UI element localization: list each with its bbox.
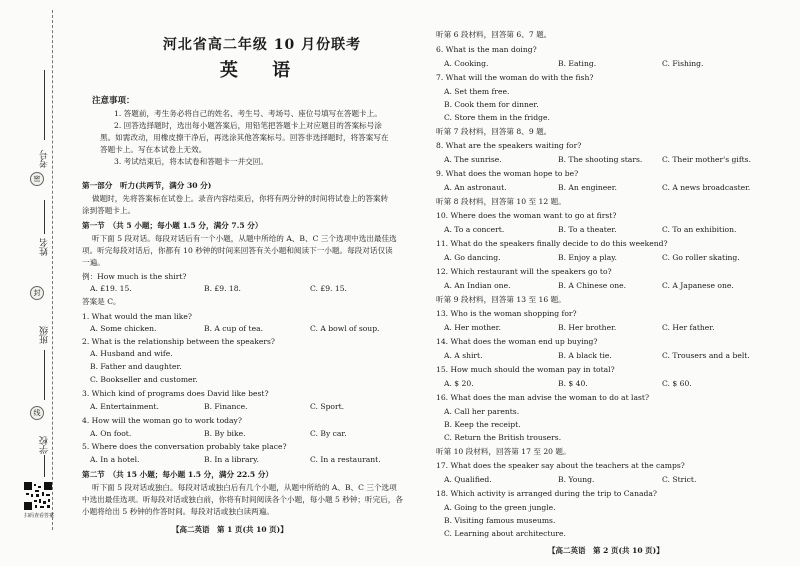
qr-code-icon[interactable] xyxy=(24,482,52,510)
option-text: B. $ 40. xyxy=(558,379,588,388)
notes-item: 答题卡上。写在本试卷上无效。 xyxy=(100,145,207,154)
question-text: 14. What does the woman end up buying? xyxy=(436,337,598,346)
section2-directions: 小题将给出 5 秒钟的作答时间。每段对话或独白读两遍。 xyxy=(82,507,274,516)
material-heading: 听第 6 段材料，回答第 6、7 题。 xyxy=(436,30,552,39)
part1-intro: 做题时，先将答案标在试卷上。录音内容结束后，你将有两分钟的时间将试卷上的答案转 xyxy=(92,194,389,203)
option-text: C. Trousers and a belt. xyxy=(662,351,750,360)
option-text: C. A Japanese one. xyxy=(662,281,734,290)
section1-heading: 第一节 （共 5 小题；每小题 1.5 分，满分 7.5 分） xyxy=(82,221,263,230)
question-text: 17. What does the speaker say about the teachers at the camps? xyxy=(436,461,685,470)
option-text: B. The shooting stars. xyxy=(558,155,643,164)
name-label: 姓名 xyxy=(40,238,50,256)
binding-margin xyxy=(0,0,62,566)
exam-no-label: 考号 xyxy=(40,150,50,168)
question-text: 10. Where does the woman want to go at first? xyxy=(436,211,617,220)
qr-caption: 扫码查看答案 xyxy=(23,513,54,519)
option-text: B. Finance. xyxy=(204,402,248,411)
section2-directions: 听下面 5 段对话或独白。每段对话或独白后有几个小题，从题中所给的 A、B、C 三个选项 xyxy=(92,483,397,492)
material-heading: 听第 10 段材料，回答第 17 至 20 题。 xyxy=(436,447,571,456)
question-text: 12. Which restaurant will the speakers go to? xyxy=(436,267,612,276)
option-text: A. Cooking. xyxy=(444,59,489,68)
option-text: B. By bike. xyxy=(204,429,246,438)
option-text: C. Go roller skating. xyxy=(662,253,740,262)
question-text: 11. What do the speakers finally decide to do this weekend? xyxy=(436,239,668,248)
section2-heading: 第二节 （共 15 小题；每小题 1.5 分，满分 22.5 分） xyxy=(82,470,274,479)
section2-directions: 中选出最佳选项。听每段对话或独白前，你将有时间阅读各个小题，每小题 5 秒钟；听完后，各 xyxy=(82,495,403,504)
section1-directions: 听下面 5 段对话。每段对话后有一个小题，从题中所给的 A、B、C 三个选项中选出最佳选 xyxy=(92,234,397,243)
option-text: B. Young. xyxy=(558,475,595,484)
option-text: A. $ 20. xyxy=(444,379,474,388)
question-text: 9. What does the woman hope to be? xyxy=(436,169,579,178)
option-text: C. Learning about architecture. xyxy=(444,529,566,538)
page-footer: 【高二英语 第 1 页(共 10 页)】 xyxy=(172,525,288,534)
option-text: B. Keep the receipt. xyxy=(444,420,521,429)
part1-heading: 第一部分 听力(共两节，满分 30 分) xyxy=(82,181,212,190)
question-text: 16. What does the man advise the woman to do at last? xyxy=(436,393,650,402)
question-text: 6. What is the man doing? xyxy=(436,45,537,54)
notes-heading: 注意事项： xyxy=(92,96,135,106)
question-text: 7. What will the woman do with the fish? xyxy=(436,73,594,82)
exam-no-line xyxy=(44,70,46,140)
option-text: A. Some chicken. xyxy=(90,324,157,333)
option-text: C. Their mother's gifts. xyxy=(662,155,751,164)
class-label: 班级 xyxy=(40,326,50,344)
class-line xyxy=(44,350,46,400)
example-option: A. £19. 15. xyxy=(90,284,132,293)
option-text: C. In a restaurant. xyxy=(310,455,381,464)
option-text: B. Cook them for dinner. xyxy=(444,100,539,109)
option-text: C. By car. xyxy=(310,429,347,438)
option-text: C. Return the British trousers. xyxy=(444,433,562,442)
option-text: A. Husband and wife. xyxy=(90,349,173,358)
question-text: 1. What would the man like? xyxy=(82,312,192,321)
page-1 xyxy=(62,0,416,566)
option-text: B. Father and daughter. xyxy=(90,362,182,371)
example-answer: 答案是 C。 xyxy=(82,297,121,306)
option-text: A. On foot. xyxy=(90,429,132,438)
seal-mark-2: 封 xyxy=(30,286,44,300)
school-line xyxy=(44,455,46,477)
example-option: C. £9. 15. xyxy=(310,284,347,293)
question-text: 3. Which kind of programs does David like best? xyxy=(82,389,269,398)
notes-item: 3. 考试结束后，将本试卷和答题卡一并交回。 xyxy=(114,157,268,166)
option-text: A. Qualified. xyxy=(444,475,492,484)
question-text: 2. What is the relationship between the speakers? xyxy=(82,337,275,346)
option-text: C. Sport. xyxy=(310,402,345,411)
notes-item: 1. 答题前，考生务必将自己的姓名、考生号、考场号、座位号填写在答题卡上。 xyxy=(114,109,382,118)
option-text: A. The sunrise. xyxy=(444,155,502,164)
material-heading: 听第 9 段材料，回答第 13 至 16 题。 xyxy=(436,295,566,304)
option-text: B. A cup of tea. xyxy=(204,324,264,333)
seal-mark-1: 密 xyxy=(30,172,44,186)
example-option: B. £9. 18. xyxy=(204,284,241,293)
option-text: C. A bowl of soup. xyxy=(310,324,380,333)
section1-directions: 一遍。 xyxy=(82,258,105,267)
option-text: C. Fishing. xyxy=(662,59,704,68)
option-text: B. A black tie. xyxy=(558,351,612,360)
option-text: C. Store them in the fridge. xyxy=(444,113,550,122)
question-text: 15. How much should the woman pay in total? xyxy=(436,365,615,374)
page-2 xyxy=(426,0,796,566)
material-heading: 听第 7 段材料，回答第 8、9 题。 xyxy=(436,127,552,136)
option-text: B. Eating. xyxy=(558,59,597,68)
option-text: B. In a library. xyxy=(204,455,259,464)
option-text: A. Call her parents. xyxy=(444,407,520,416)
option-text: B. An engineer. xyxy=(558,183,617,192)
option-text: B. A Chinese one. xyxy=(558,281,626,290)
question-text: 5. Where does the conversation probably take place? xyxy=(82,442,287,451)
subject-title: 英 语 xyxy=(219,60,305,81)
part1-intro: 涂到答题卡上。 xyxy=(82,206,136,215)
question-text: 18. Which activity is arranged during the trip to Canada? xyxy=(436,489,657,498)
option-text: A. An Indian one. xyxy=(444,281,511,290)
example-question: 例：How much is the shirt? xyxy=(82,272,187,281)
option-text: A. To a concert. xyxy=(444,225,505,234)
exam-title: 河北省高二年级 10 月份联考 xyxy=(162,37,362,53)
school-label: 学校 xyxy=(40,436,50,454)
option-text: A. An astronaut. xyxy=(444,183,507,192)
option-text: A. A shirt. xyxy=(444,351,483,360)
name-line xyxy=(44,200,46,234)
option-text: C. Bookseller and customer. xyxy=(90,375,198,384)
option-text: B. Visiting famous museums. xyxy=(444,516,556,525)
option-text: A. Her mother. xyxy=(444,323,501,332)
option-text: A. Entertainment. xyxy=(90,402,159,411)
question-text: 4. How will the woman go to work today? xyxy=(82,416,242,425)
question-text: 8. What are the speakers waiting for? xyxy=(436,141,582,150)
option-text: B. To a theater. xyxy=(558,225,617,234)
option-text: B. Her brother. xyxy=(558,323,617,332)
option-text: C. Her father. xyxy=(662,323,715,332)
option-text: C. To an exhibition. xyxy=(662,225,737,234)
seal-line xyxy=(52,10,53,530)
option-text: A. Go dancing. xyxy=(444,253,501,262)
question-text: 13. Who is the woman shopping for? xyxy=(436,309,577,318)
page-footer: 【高二英语 第 2 页(共 10 页)】 xyxy=(548,546,664,555)
section1-directions: 项。听完每段对话后，你都有 10 秒钟的时间来回答有关小题和阅读下一小题。每段对话仅读 xyxy=(82,246,393,255)
seal-mark-3: 线 xyxy=(30,406,44,420)
option-text: A. Set them free. xyxy=(444,87,510,96)
material-heading: 听第 8 段材料，回答第 10 至 12 题。 xyxy=(436,197,566,206)
option-text: A. In a hotel. xyxy=(90,455,140,464)
option-text: C. A news broadcaster. xyxy=(662,183,751,192)
notes-item: 2. 回答选择题时，选出每小题答案后，用铅笔把答题卡上对应题目的答案标号涂 xyxy=(114,121,382,130)
option-text: C. $ 60. xyxy=(662,379,692,388)
notes-item: 黑。如需改动，用橡皮擦干净后，再选涂其他答案标号。回答非选择题时，将答案写在 xyxy=(100,133,389,142)
option-text: A. Going to the green jungle. xyxy=(444,503,556,512)
option-text: C. Strict. xyxy=(662,475,697,484)
option-text: B. Enjoy a play. xyxy=(558,253,617,262)
